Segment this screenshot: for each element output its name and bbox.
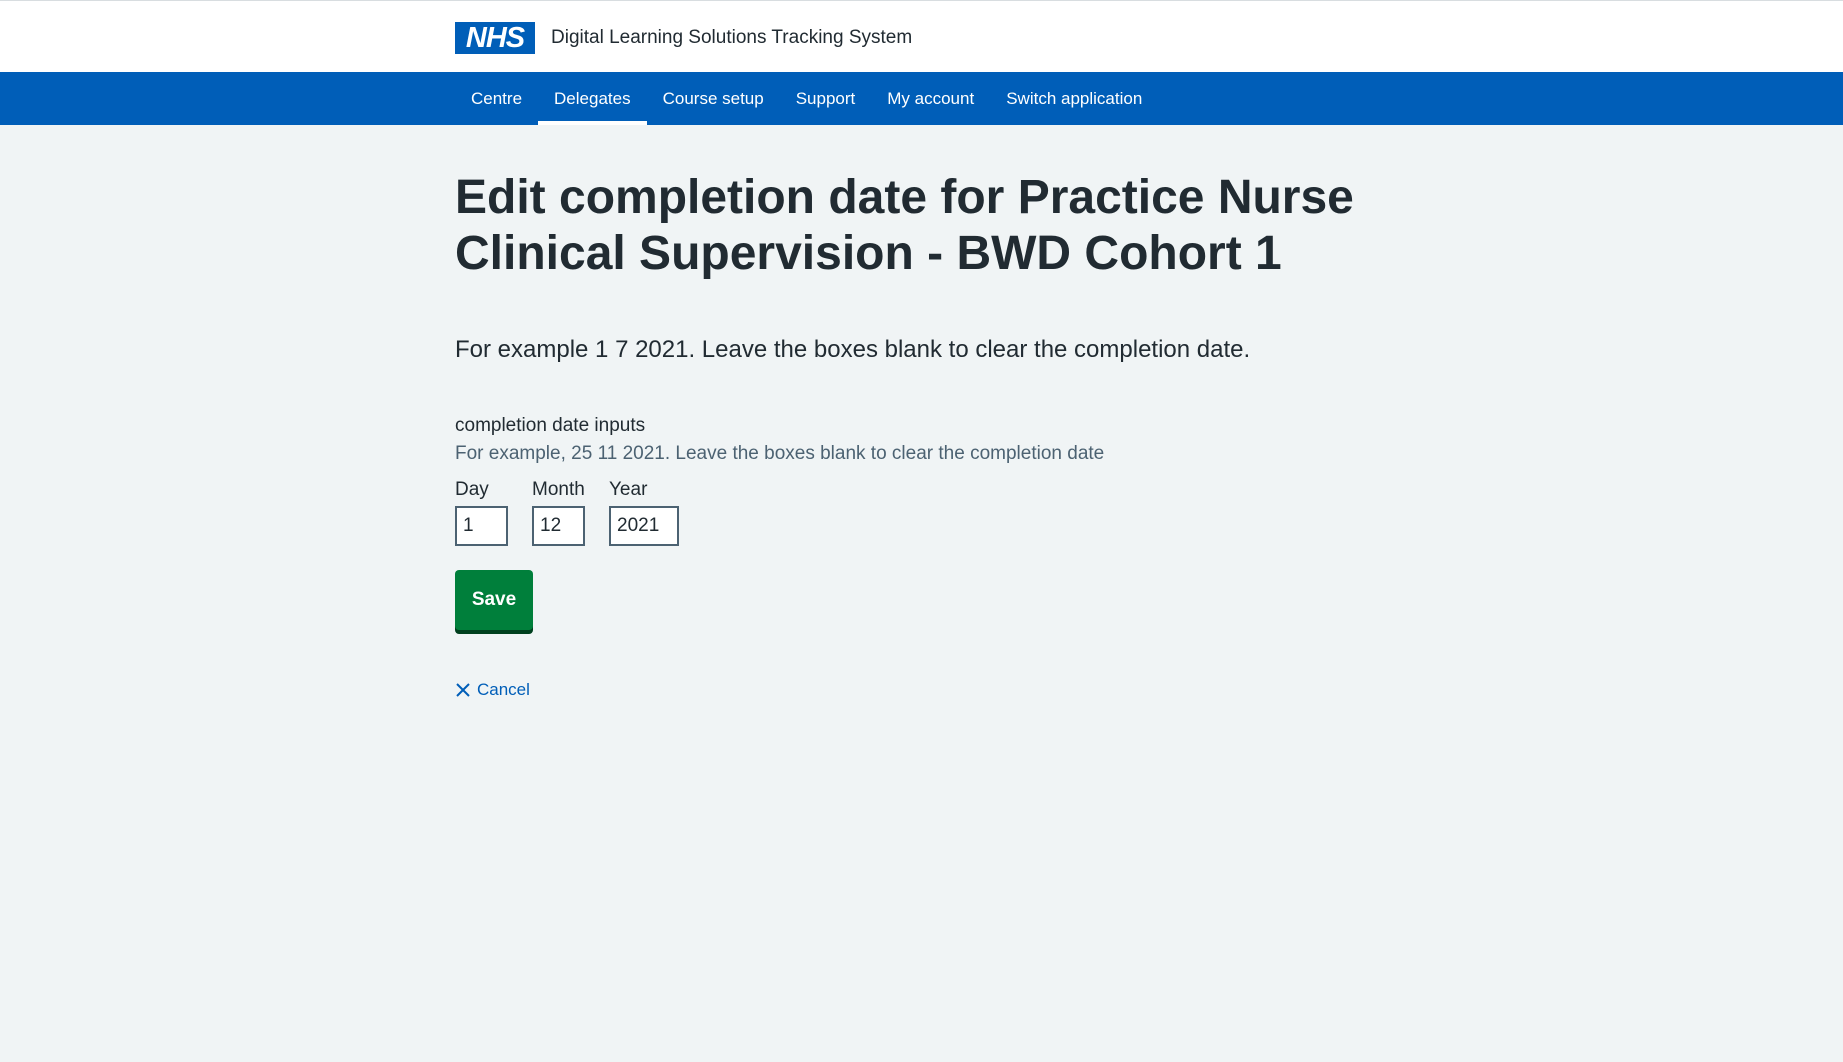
nav-item-course-setup[interactable]: Course setup (662, 88, 764, 108)
date-item-day (455, 478, 508, 546)
nav-item-switch-application[interactable]: Switch application (1006, 88, 1143, 108)
header-brand[interactable] (455, 22, 912, 54)
page-title: Edit completion date for Practice Nurse Clinical Supervision - BWD Cohort 1 (455, 171, 1354, 280)
year-label: Year (609, 479, 648, 500)
nav-list (455, 72, 1158, 125)
nav-item-my-account[interactable]: My account (887, 88, 975, 108)
month-input[interactable] (532, 506, 585, 546)
fieldset-legend: completion date inputs (455, 415, 646, 436)
site-header (0, 0, 1843, 72)
nav-item-delegates[interactable]: Delegates (538, 72, 647, 125)
date-item-year (609, 478, 679, 546)
month-label: Month (532, 479, 585, 500)
close-icon (455, 682, 471, 698)
date-input-group (455, 478, 1355, 546)
nhs-logo[interactable]: NHS (455, 22, 535, 54)
day-input[interactable] (455, 506, 508, 546)
completion-date-fieldset (455, 414, 1355, 546)
lead-text: For example 1 7 2021. Leave the boxes blank to clear the completion date. (455, 336, 1251, 363)
save-button[interactable]: Save (455, 570, 533, 630)
day-label: Day (455, 479, 489, 500)
main-content (455, 170, 1355, 700)
date-item-month (532, 478, 585, 546)
fieldset-hint: For example, 25 11 2021. Leave the boxes blank to clear the completion date (455, 443, 1105, 464)
nav-item-support[interactable]: Support (795, 88, 856, 108)
cancel-label: Cancel (477, 680, 530, 699)
primary-navigation (0, 72, 1843, 125)
year-input[interactable] (609, 506, 679, 546)
service-name[interactable]: Digital Learning Solutions Tracking System (551, 27, 913, 48)
nav-item-centre[interactable]: Centre (471, 88, 523, 108)
cancel-link[interactable] (455, 680, 530, 700)
